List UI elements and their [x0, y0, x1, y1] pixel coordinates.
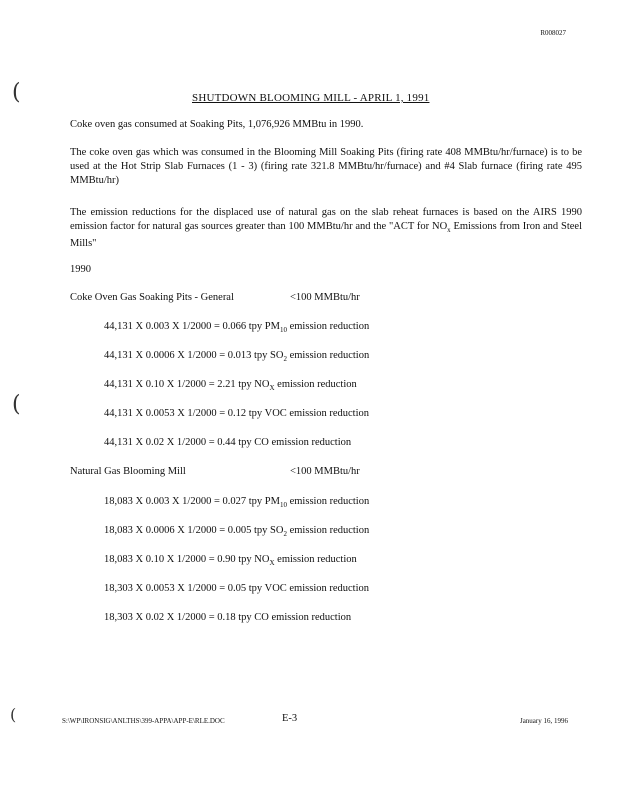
calc-line: 18,083 X 0.003 X 1/2000 = 0.027 tpy $PM_{10}$ emission reduction: [104, 496, 370, 510]
section-natural-gas-rating: <100 MMBtu/hr: [290, 466, 360, 477]
paragraph-coke-gas-consumed: Coke oven gas consumed at Soaking Pits, 1,076,926 MMBtu in 1990.: [70, 119, 364, 130]
nox-subscript: x: [447, 226, 451, 235]
calc-line: 18,303 X 0.02 X 1/2000 = 0.18 tpy CO emission reduction: [104, 612, 352, 623]
section-coke-oven-rating: <100 MMBtu/hr: [290, 292, 360, 303]
paragraph-emission-basis: [70, 206, 582, 251]
footer-date: January 16, 1996: [519, 717, 568, 725]
calc-line: 44,131 X 0.10 X 1/2000 = 2.21 tpy $NO_X$ emission reduction: [104, 379, 357, 393]
paragraph-emission-basis-text: The emission reductions for the displaced use of natural gas on the slab reheat furnaces is based on the AIRS 1990 emission factor for natural gas sources greater than 100 MMBtu/hr and the "ACT for NO: [70, 207, 582, 232]
binder-hole-mark-top: (: [12, 80, 21, 105]
binder-hole-mark-middle: (: [12, 392, 21, 417]
calc-line: 44,131 X 0.0053 X 1/2000 = 0.12 tpy VOC emission reduction: [104, 408, 370, 419]
calc-line: 18,303 X 0.0053 X 1/2000 = 0.05 tpy VOC emission reduction: [104, 583, 370, 594]
calc-line: 18,083 X 0.10 X 1/2000 = 0.90 tpy $NO_X$ emission reduction: [104, 554, 357, 568]
paragraph-coke-gas-usage: The coke oven gas which was consumed in the Blooming Mill Soaking Pits (firing rate 408 MMBtu/hr/furnace) is to be used at the Hot Strip Slab Furnaces (1 - 3) (firing rate 321.8 MMBtu/hr/furnace) and #4 Slab furnace (firing rate 495 MMBtu/hr): [70, 147, 582, 186]
footer-page-number: E-3: [282, 713, 298, 724]
calc-line: 44,131 X 0.02 X 1/2000 = 0.44 tpy CO emission reduction: [104, 437, 352, 448]
section-coke-oven-label: Coke Oven Gas Soaking Pits - General: [70, 292, 234, 303]
calc-line: 44,131 X 0.003 X 1/2000 = 0.066 tpy $PM_{10}$ emission reduction: [104, 321, 370, 335]
section-natural-gas-label: Natural Gas Blooming Mill: [70, 466, 186, 477]
calc-line: 44,131 X 0.0006 X 1/2000 = 0.013 tpy $SO_2$ emission reduction: [104, 350, 370, 364]
document-id: R008027: [540, 29, 566, 37]
year-label: 1990: [70, 264, 91, 275]
calc-line: 18,083 X 0.0006 X 1/2000 = 0.005 tpy $SO_2$ emission reduction: [104, 525, 370, 539]
page-title: SHUTDOWN BLOOMING MILL - APRIL 1, 1991: [192, 92, 430, 104]
footer-file-path: S:\WP\IRONSIG\ANLTHS\399-APPA\APP-E\RLE.DOC: [62, 717, 225, 725]
binder-hole-mark-bottom: (: [10, 705, 17, 724]
paragraph-emission-basis-tail: Emissions from Iron and Steel Mills": [70, 221, 582, 250]
